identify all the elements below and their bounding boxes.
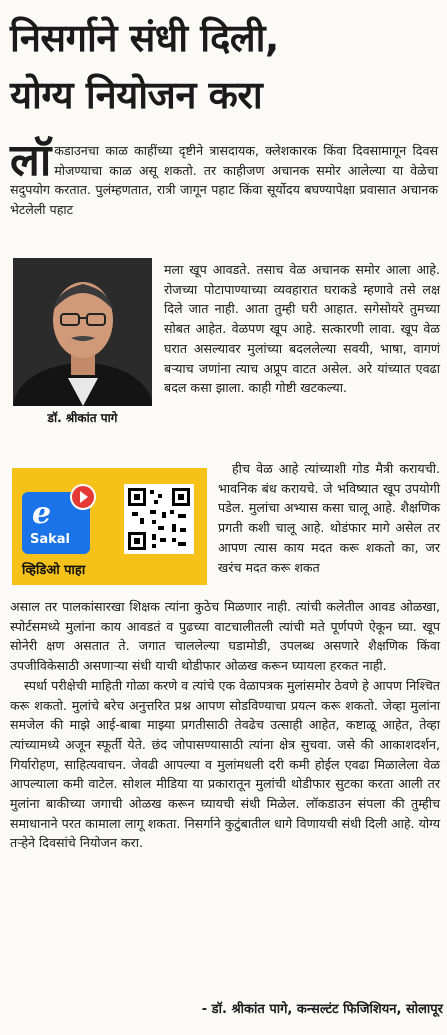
article-column-right [164,260,440,398]
logo-name: Sakal [30,532,71,547]
article-lower [10,597,440,853]
article-column-right-2 [218,459,440,577]
watch-video-label: व्हिडिओ पाहा [22,563,86,578]
article-intro [10,135,438,220]
author-photo [13,258,152,406]
headline [10,10,440,124]
author-byline: - डॉ. श्रीकांत पागे, कन्सल्टंट फिजिशियन, सोलापूर [201,1002,443,1017]
qr-code-icon[interactable] [124,484,194,554]
logo-letter: e [32,496,52,531]
paragraph: मला खूप आवडते. तसाच वेळ अचानक समोर आला आहे. रोजच्या पोटापाण्याच्या व्यवहारात घराकडे म्हणावे तसे लक्ष दिले जात नाही. आता तुम्ही घरी आहात. सगेसोयरे तुमच्या सोबत आहेत. वेळपण खूप आहे. सत्कारणी लावा. खूप वेळ घरात असल्यावर मुलांच्या बदललेल्या सवयी, भाषा, वागणं बऱ्याच जणांना त्याच अप्रूप वाटत असेल. अरे यांच्यात एवढा बदल कसा झाला. काही गोष्टी खटकल्या. [164,262,440,396]
esakal-video-promo[interactable] [12,468,207,585]
paragraph: स्पर्धा परीक्षेची माहिती गोळा करणे व त्यांचे एक वेळापत्रक मुलांसमोर ठेवणे हे आपण निश्चित करू शकतो. मुलांचे बरेच अनुत्तरित प्रश्न आपण सोडविण्याचा प्रयत्न करू शकतो. जेव्हा मुलांना समजेल की माझे आई-बाबा माझ्या प्रगतीसाठी तेवढेच उत्साही आहेत, कष्टाळू आहेत, तेव्हा त्यांच्यामध्ये अजून स्फूर्ती येते. छंद जोपासण्यासाठी त्यांना क्षेत्र सुचवा. जसे की आकाशदर्शन, गिर्यारोहण, साहित्यवाचन. जेवढी आपल्या व मुलांमधली दरी कमी होईल एवढा मिळालेला वेळ आपल्याला कमी वाटेल. सोशल मीडिया या प्रकारातून मुलांची थोडीफार सुटका करता आली तर मुलांना बाकीच्या जगाची ओळख करून घ्यायची संधी मिळेल. लॉकडाउन संपला की तुम्हीच समाधानाने परत कामाला लागू शकता. निसर्गाने कुटुंबातील धागे विणायची संधी दिली आहे. योग्य तऱ्हेने दिवसांचे नियोजन करा. [10,677,440,851]
headline-line-1: निसर्गाने संधी दिली, [10,16,279,60]
play-icon [70,484,96,510]
headline-line-2: योग्य नियोजन करा [10,73,263,117]
person-portrait-icon [13,258,152,406]
paragraph: असाल तर पालकांसारखा शिक्षक त्यांना कुठेच मिळणार नाही. त्यांची कलेतील आवड ओळखा, स्पोर्टसमध्ये मुलांना काय आवडतं व पुढच्या वाटचालीतली त्यांची मते पूर्णपणे ऐकून घ्या. खूप सोनेरी क्षण असतात ते. जगात चाललेल्या घडामोडी, उपलब्ध असणारे शैक्षणिक किंवा उपजीविकेसाठी असणाऱ्या संधी याची थोडीफार ओळख करून घ्यायला हरकत नाही. [10,599,440,674]
intro-text: कडाउनचा काळ काहींच्या दृष्टीने त्रासदायक, क्लेशकारक किंवा दिवसामागून दिवस मोजण्याचा काळ असू शकतो. तर काहीजण अचानक समोर आलेल्या या वेळेचा सदुपयोग करतात. पुलंम्हणतात, रात्री जागून पहाट किंवा सूर्योदय बघण्यापेक्षा प्रवासात अचानक भेटलेली पहाट [10,143,438,218]
photo-caption: डॉ. श्रीकांत पागे [47,411,118,425]
dropcap: लॉ [10,135,52,186]
paragraph: हीच वेळ आहे त्यांच्याशी गोड मैत्री करायची. भावनिक बंध करायचे. जे भविष्यात खूप उपयोगी पडेल. मुलांचा अभ्यास कसा चालू आहे. शैक्षणिक प्रगती कशी चालू आहे. थोडंफार मागे असेल तर आपण त्यास काय मदत करू शकतो का, जर खरंच मदत करू शकत [218,461,440,575]
